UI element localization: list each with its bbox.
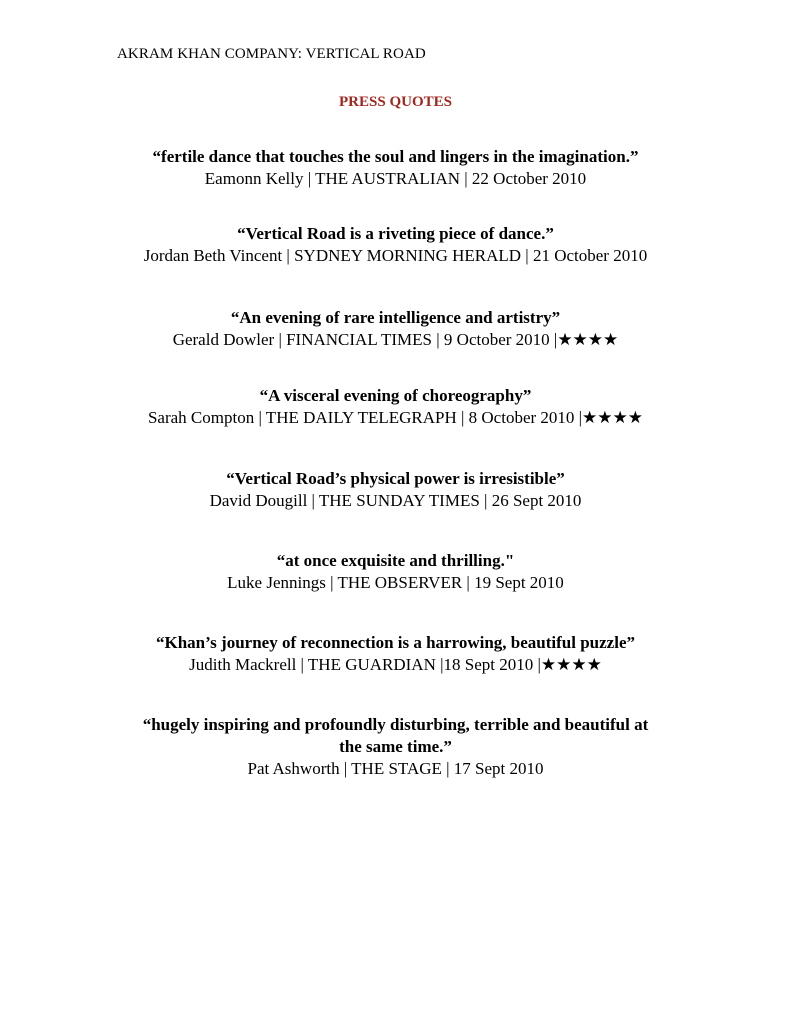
quote-block — [100, 385, 691, 428]
section-title: PRESS QUOTES — [339, 94, 452, 110]
quote-attribution: Judith Mackrell | THE GUARDIAN |18 Sept 2010 |★★★★ — [189, 655, 602, 674]
quote-block — [100, 714, 691, 779]
quote-attribution: Jordan Beth Vincent | SYDNEY MORNING HERALD | 21 October 2010 — [143, 246, 648, 265]
quote-text: “Vertical Road is a riveting piece of dance.” — [237, 224, 554, 243]
quote-text: “Vertical Road’s physical power is irresistible” — [226, 469, 565, 488]
quote-text: “An evening of rare intelligence and artistry” — [230, 308, 561, 327]
quote-attribution: Eamonn Kelly | THE AUSTRALIAN | 22 October 2010 — [204, 169, 587, 188]
quote-attribution: Gerald Dowler | FINANCIAL TIMES | 9 October 2010 |★★★★ — [172, 330, 619, 349]
quote-attribution: Luke Jennings | THE OBSERVER | 19 Sept 2010 — [227, 573, 564, 592]
quote-block — [100, 550, 691, 593]
document-header: AKRAM KHAN COMPANY: VERTICAL ROAD — [117, 46, 426, 62]
quote-text: “hugely inspiring and profoundly disturbing, terrible and beautiful at the same time.” — [142, 715, 649, 756]
quote-block — [100, 307, 691, 350]
quote-attribution: David Dougill | THE SUNDAY TIMES | 26 Sept 2010 — [209, 491, 582, 510]
quote-block — [100, 632, 691, 675]
quote-block — [100, 468, 691, 511]
quote-text: “Khan’s journey of reconnection is a harrowing, beautiful puzzle” — [156, 633, 635, 652]
quote-text: “fertile dance that touches the soul and lingers in the imagination.” — [152, 147, 639, 166]
quote-attribution: Pat Ashworth | THE STAGE | 17 Sept 2010 — [247, 759, 544, 778]
quote-block — [100, 223, 691, 266]
quote-text: “A visceral evening of choreography” — [259, 386, 532, 405]
quote-text: “at once exquisite and thrilling." — [276, 551, 515, 570]
quote-attribution: Sarah Compton | THE DAILY TELEGRAPH | 8 October 2010 |★★★★ — [147, 408, 644, 427]
quote-block — [100, 146, 691, 189]
